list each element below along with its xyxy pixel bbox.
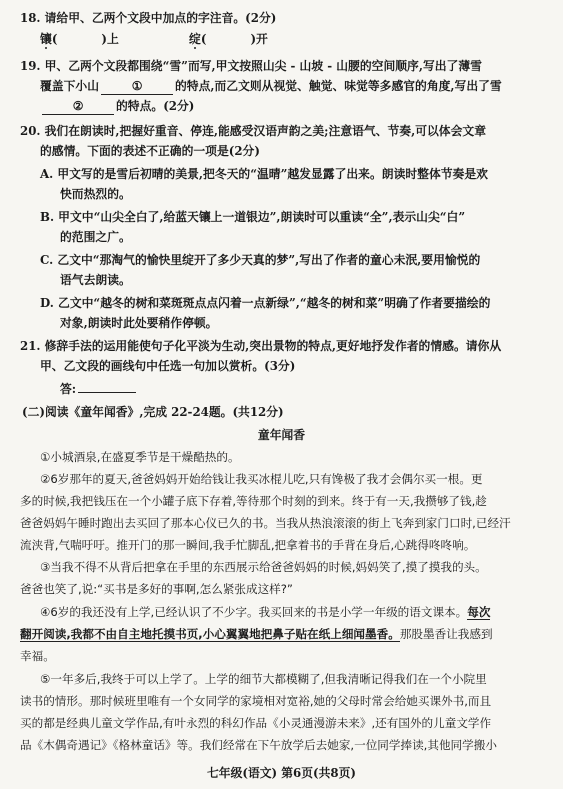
q18-word1-rest: 上 — [107, 32, 119, 46]
passage-p5-line2: 读书的情形。那时候班里唯有一个女同学的家境相对宽裕,她的父母时常会给她买课外书,而且 — [20, 694, 492, 708]
passage-p2-line2: 多的时候,我把钱压在一个小罐子底下存着,等待那个时刻的到来。终于有一天,我攒够了钱,趁 — [20, 494, 487, 508]
q19-line3: ② 的特点。(2分) — [40, 98, 194, 115]
q21-line2: 甲、乙文段的画线句中任选一句加以赏析。(3分) — [40, 359, 296, 373]
q19-line1: 19. 甲、乙两个文段都围绕“雪”而写,甲文按照山尖 - 山坡 - 山腰的空间顺序,写出了薄雪 — [20, 59, 482, 73]
passage-p5-line1: ⑤一年多后,我终于可以上学了。上学的细节大都模糊了,但我清晰记得我们在一个小院里 — [40, 672, 487, 686]
q19-line2: 覆盖下小山 ① 的特点,而乙文则从视觉、触觉、味觉等多感官的角度,写出了雪 — [40, 79, 502, 93]
passage-p1: ①小城酒泉,在盛夏季节是干燥酷热的。 — [40, 450, 240, 464]
section2-heading: (二)阅读《童年闻香》,完成 22-24题。(共12分) — [22, 405, 284, 419]
q19-blank-2[interactable]: ② — [42, 98, 114, 115]
q20-option-a-cont: 快而热烈的。 — [60, 187, 131, 201]
q21-answer — [60, 381, 138, 397]
q20-option-d: D. 乙文中“越冬的树和菜斑斑点点闪着一点新绿”,“越冬的树和菜”明确了作者要描绘的 — [40, 296, 491, 310]
q18-word1-char: 镶 — [40, 32, 52, 46]
q20-line2: 的感情。下面的表述不正确的一项是(2分) — [40, 144, 260, 158]
passage-p2-line1: ②6岁那年的夏天,爸爸妈妈开始给钱让我买冰棍儿吃,只有馋极了我才会偶尔买一根。更 — [40, 472, 483, 486]
q21-answer-label: 答: — [60, 382, 77, 396]
q20-option-a: A. 甲文写的是雪后初晴的美景,把冬天的“温晴”越发显露了出来。朗读时整体节奏是欢 — [40, 167, 488, 181]
q20-option-b-cont: 的范围之广。 — [60, 230, 131, 244]
q19-blank-1[interactable]: ① — [101, 78, 173, 95]
passage-p5-line3: 买的都是经典儿童文学作品,有叶永烈的科幻作品《小灵通漫游未来》,还有国外的儿童文学作 — [20, 716, 492, 730]
q18-word2-rest: 开 — [256, 32, 268, 46]
passage-p2-line4: 流浃背,气喘吁吁。推开门的那一瞬间,我手忙脚乱,把拿着书的手背在身后,心跳得咚咚响。 — [20, 538, 476, 552]
q20-option-c-cont: 语气去朗读。 — [60, 273, 131, 287]
q20-option-d-cont: 对象,朗读时此处要稍作停顿。 — [60, 316, 218, 330]
passage-title: 童年闻香 — [257, 428, 306, 442]
passage-p4-line2: 翻开阅读,我都不由自主地托摸书页,小心翼翼地把鼻子贴在纸上细闻墨香。那股墨香让我感到 — [20, 627, 493, 641]
underlined-sentence-part2: 翻开阅读,我都不由自主地托摸书页,小心翼翼地把鼻子贴在纸上细闻墨香。 — [20, 627, 400, 641]
passage-p3-line2: 爸爸也笑了,说:“买书是多好的事啊,怎么紧张成这样?” — [20, 582, 293, 596]
q21-line1: 21. 修辞手法的运用能使句子化平淡为生动,突出景物的特点,更好地抒发作者的情感。请你从 — [20, 339, 502, 353]
passage-p4-line1: ④6岁的我还没有上学,已经认识了不少字。我买回来的书是小学一年级的语文课本。每次 — [40, 605, 491, 619]
q18-words: 镶( )上 绽( )开 — [40, 32, 268, 46]
q20-option-c: C. 乙文中“那淘气的愉快里绽开了多少天真的梦”,写出了作者的童心未泯,要用愉悦的 — [40, 253, 481, 267]
q21-answer-blank[interactable] — [78, 392, 136, 393]
page-footer: 七年级(语文) 第6页(共8页) — [206, 766, 357, 780]
q20-option-b: B. 甲文中“山尖全白了,给蓝天镶上一道银边”,朗读时可以重读“全”,表示山尖“白” — [40, 210, 466, 224]
underlined-sentence-part1: 每次 — [467, 605, 491, 619]
q20-line1: 20. 我们在朗读时,把握好重音、停连,能感受汉语声韵之美;注意语气、节奏,可以体会文章 — [20, 124, 486, 138]
passage-p3-line1: ③当我不得不从背后把拿在手里的东西展示给爸爸妈妈的时候,妈妈笑了,摸了摸我的头。 — [40, 560, 487, 574]
passage-p2-line3: 爸爸妈妈午睡时跑出去买回了那本心仪已久的书。当我从热浪滚滚的街上飞奔到家门口时,已经汗 — [20, 516, 511, 530]
q18-word2-char: 绽 — [189, 32, 201, 46]
passage-p4-line3: 幸福。 — [20, 649, 55, 663]
passage-p5-line4: 品《木偶奇遇记》《格林童话》等。我们经常在下午放学后去她家,一位同学捧读,其他同学搬小 — [20, 738, 497, 752]
q18-stem: 18. 请给甲、乙两个文段中加点的字注音。(2分) — [20, 11, 277, 25]
